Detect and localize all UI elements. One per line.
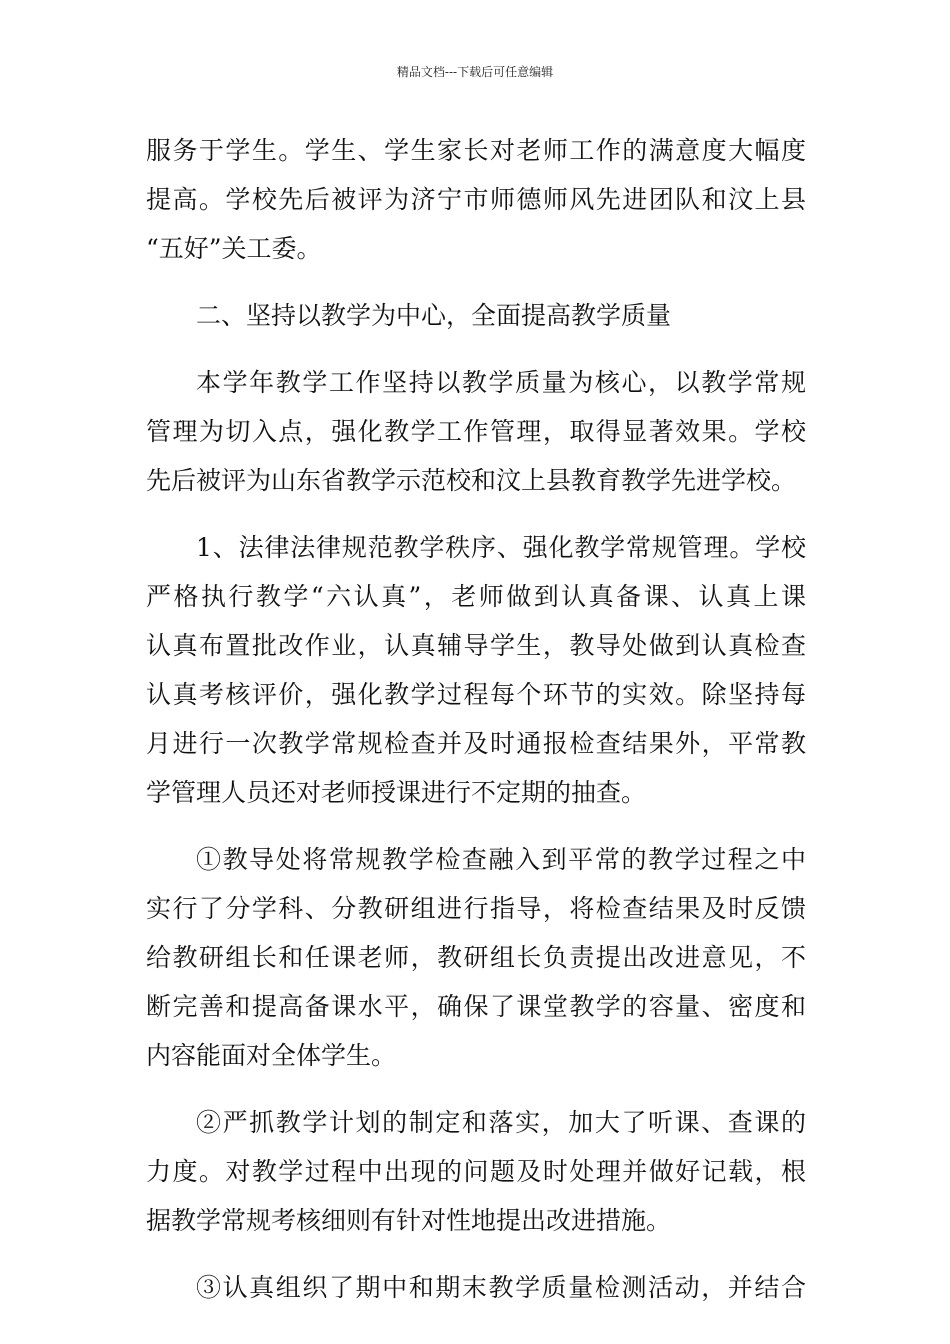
text-line: 1、法律法律规范教学秩序、强化教学常规管理。学校	[196, 533, 806, 562]
text-line: 实行了分学科、分教研组进行指导，将检查结果及时反馈	[146, 894, 806, 923]
text-line: 服务于学生。学生、学生家长对老师工作的满意度大幅度	[146, 136, 806, 165]
text-line: 给教研组长和任课老师，教研组长负责提出改进意见，不	[146, 943, 806, 972]
text-line: “五好”关工委。	[146, 234, 322, 263]
text-line: 据教学常规考核细则有针对性地提出改进措施。	[146, 1206, 672, 1235]
text-line: 力度。对教学过程中出现的问题及时处理并做好记载，根	[146, 1157, 806, 1186]
paragraph	[146, 835, 806, 1080]
paragraph	[146, 1263, 806, 1312]
text-line: 提高。学校先后被评为济宁市师德师风先进团队和汶上县	[146, 185, 806, 214]
paragraph-gap	[146, 817, 806, 835]
paragraph	[146, 1098, 806, 1245]
section-heading	[146, 291, 806, 340]
paragraph	[146, 523, 806, 817]
text-line: 本学年教学工作坚持以教学质量为核心，以教学常规	[196, 368, 806, 397]
paragraph-gap	[146, 1245, 806, 1263]
text-line: 月进行一次教学常规检查并及时通报检查结果外，平常教	[146, 729, 806, 758]
paragraph-gap	[146, 1080, 806, 1098]
text-line: ①教导处将常规教学检查融入到平常的教学过程之中	[196, 845, 806, 874]
text-line: 先后被评为山东省教学示范校和汶上县教育教学先进学校。	[146, 466, 797, 495]
text-line: 二、坚持以教学为中心，全面提高教学质量	[196, 301, 672, 330]
text-line: 学管理人员还对老师授课进行不定期的抽查。	[146, 778, 647, 807]
text-line: 认真考核评价，强化教学过程每个环节的实效。除坚持每	[146, 680, 806, 709]
paragraph-gap	[146, 273, 806, 291]
text-line: ②严抓教学计划的制定和落实，加大了听课、查课的	[196, 1108, 806, 1137]
paragraph-gap	[146, 505, 806, 523]
paragraph	[146, 126, 806, 273]
document-body	[146, 126, 806, 1312]
page-header: 精品文档---下载后可任意编辑	[396, 65, 554, 79]
paragraph-gap	[146, 340, 806, 358]
text-line: 管理为切入点，强化教学工作管理，取得显著效果。学校	[146, 417, 806, 446]
text-line: 内容能面对全体学生。	[146, 1041, 397, 1070]
text-line: 认真布置批改作业，认真辅导学生，教导处做到认真检查	[146, 631, 806, 660]
paragraph	[146, 358, 806, 505]
text-line: 严格执行教学“六认真”，老师做到认真备课、认真上课	[146, 582, 806, 611]
text-line: ③认真组织了期中和期末教学质量检测活动，并结合	[196, 1273, 806, 1302]
text-line: 断完善和提高备课水平，确保了课堂教学的容量、密度和	[146, 992, 806, 1021]
